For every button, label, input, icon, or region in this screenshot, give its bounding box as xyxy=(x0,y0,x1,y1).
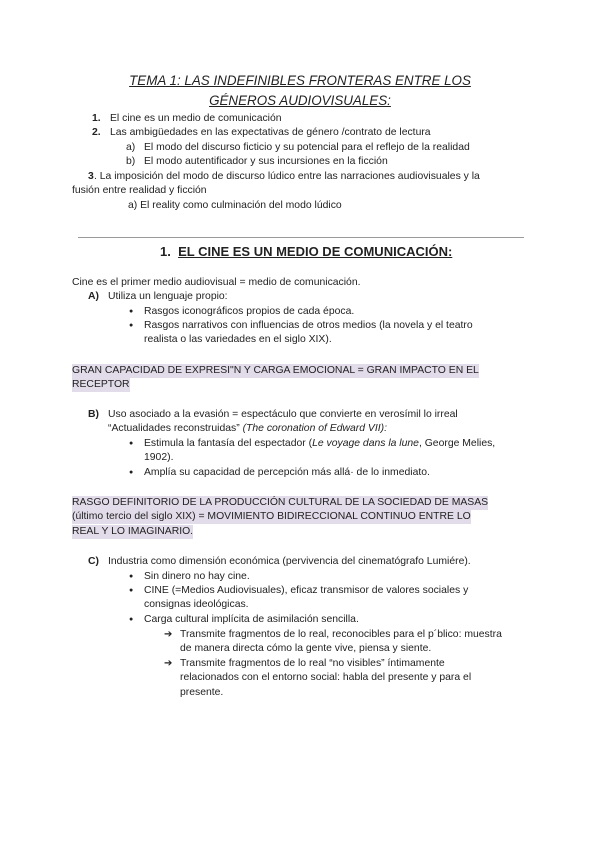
point-b-label: B) xyxy=(88,409,99,420)
section-1-number: 1. xyxy=(160,244,171,259)
bullet-icon: ● xyxy=(129,322,134,329)
section-divider xyxy=(78,237,524,238)
point-c-arrow-2-line1: Transmite fragmentos de lo real “no visibles” íntimamente xyxy=(180,658,445,669)
point-a-label: A) xyxy=(88,291,99,302)
toc-item-2-number: 2. xyxy=(92,127,101,138)
point-c-bullet-2-line2: consignas ideológicas. xyxy=(144,599,249,610)
point-c-arrow-1-line2: de manera directa cómo la gente vive, piensa y siente. xyxy=(180,643,432,654)
highlight-2-line3: REAL Y LO IMAGINARIO. xyxy=(72,525,193,539)
point-c-arrow-1-line1: Transmite fragmentos de lo real, reconocibles para el p´blico: muestra xyxy=(180,629,502,640)
point-c-bullet-1: Sin dinero no hay cine. xyxy=(144,571,250,582)
toc-item-2: Las ambigüedades en las expectativas de género /contrato de lectura xyxy=(110,127,431,138)
highlight-2-line1: RASGO DEFINITORIO DE LA PRODUCCIÓN CULTURAL DE LA SOCIEDAD DE MASAS xyxy=(72,496,488,510)
point-b-bullet-1-line2: 1902). xyxy=(144,452,174,463)
highlight-2-line2: (último tercio del siglo XIX) = MOVIMIENTO BIDIRECCIONAL CONTINUO ENTRE LO xyxy=(72,510,471,524)
point-c-arrow-2-line3: presente. xyxy=(180,687,224,698)
toc-item-2a-letter: a) xyxy=(126,142,136,153)
bullet-icon: ● xyxy=(129,587,134,594)
toc-item-3-line1: . La imposición del modo de discurso lúdico entre las narraciones audiovisuales y la xyxy=(94,171,480,182)
point-c-arrow-2-line2: relacionados con el entorno social: habla del presente y para el xyxy=(180,672,472,683)
highlight-1-line1: GRAN CAPACIDAD DE EXPRESI"N Y CARGA EMOCIONAL = GRAN IMPACTO EN EL xyxy=(72,364,479,378)
point-b-text: Uso asociado a la evasión = espectáculo que convierte en verosímil lo irreal xyxy=(108,409,458,420)
point-c-bullet-2-line1: CINE (=Medios Audiovisuales), eficaz transmisor de valores sociales y xyxy=(144,585,469,596)
point-a-bullet-2-line2: realista o las variedades en el siglo XIX). xyxy=(144,334,332,345)
bullet-icon: ● xyxy=(129,440,134,447)
point-a-text: Utiliza un lenguaje propio: xyxy=(108,291,228,302)
arrow-right-icon: ➔ xyxy=(164,629,173,640)
section-1-intro: Cine es el primer medio audiovisual = medio de comunicación. xyxy=(72,277,361,288)
point-c-text: Industria como dimensión económica (pervivencia del cinematógrafo Lumiére). xyxy=(108,556,471,567)
point-c-label: C) xyxy=(88,556,99,567)
section-1-title: EL CINE ES UN MEDIO DE COMUNICACIÓN: xyxy=(178,244,453,259)
toc-item-3-number: 3 xyxy=(88,171,94,182)
bullet-icon: ● xyxy=(129,616,134,623)
toc-item-1: El cine es un medio de comunicación xyxy=(110,113,282,124)
document-title-line2: GÉNEROS AUDIOVISUALES: xyxy=(209,93,391,108)
document-title-line1: TEMA 1: LAS INDEFINIBLES FRONTERAS ENTRE LOS xyxy=(129,73,471,88)
point-a-bullet-1: Rasgos iconográficos propios de cada época. xyxy=(144,306,355,317)
point-b-bullet-1: Estimula la fantasía del espectador (Le voyage dans la lune, George Melies, xyxy=(144,438,496,449)
point-a-bullet-2-line1: Rasgos narrativos con influencias de otros medios (la novela y el teatro xyxy=(144,320,473,331)
section-1-heading xyxy=(160,244,452,260)
arrow-right-icon: ➔ xyxy=(164,658,173,669)
point-b-bullet-2: Amplía su capacidad de percepción más allá· de lo inmediato. xyxy=(144,467,430,478)
bullet-icon: ● xyxy=(129,308,134,315)
toc-item-2a: El modo del discurso ficticio y su potencial para el reflejo de la realidad xyxy=(144,142,470,153)
point-b-text-line2: “Actualidades reconstruidas” (The coronation of Edward VII): xyxy=(108,423,387,434)
point-c-bullet-3: Carga cultural implícita de asimilación sencilla. xyxy=(144,614,359,625)
highlight-1-line2: RECEPTOR xyxy=(72,378,130,392)
toc-item-2b: El modo autentificador y sus incursiones en la ficción xyxy=(144,156,388,167)
toc-item-3a: a) El reality como culminación del modo lúdico xyxy=(128,200,342,211)
toc-item-3-line2: fusión entre realidad y ficción xyxy=(72,185,207,196)
bullet-icon: ● xyxy=(129,469,134,476)
bullet-icon: ● xyxy=(129,573,134,580)
toc-item-1-number: 1. xyxy=(92,113,101,124)
toc-item-2b-letter: b) xyxy=(126,156,136,167)
